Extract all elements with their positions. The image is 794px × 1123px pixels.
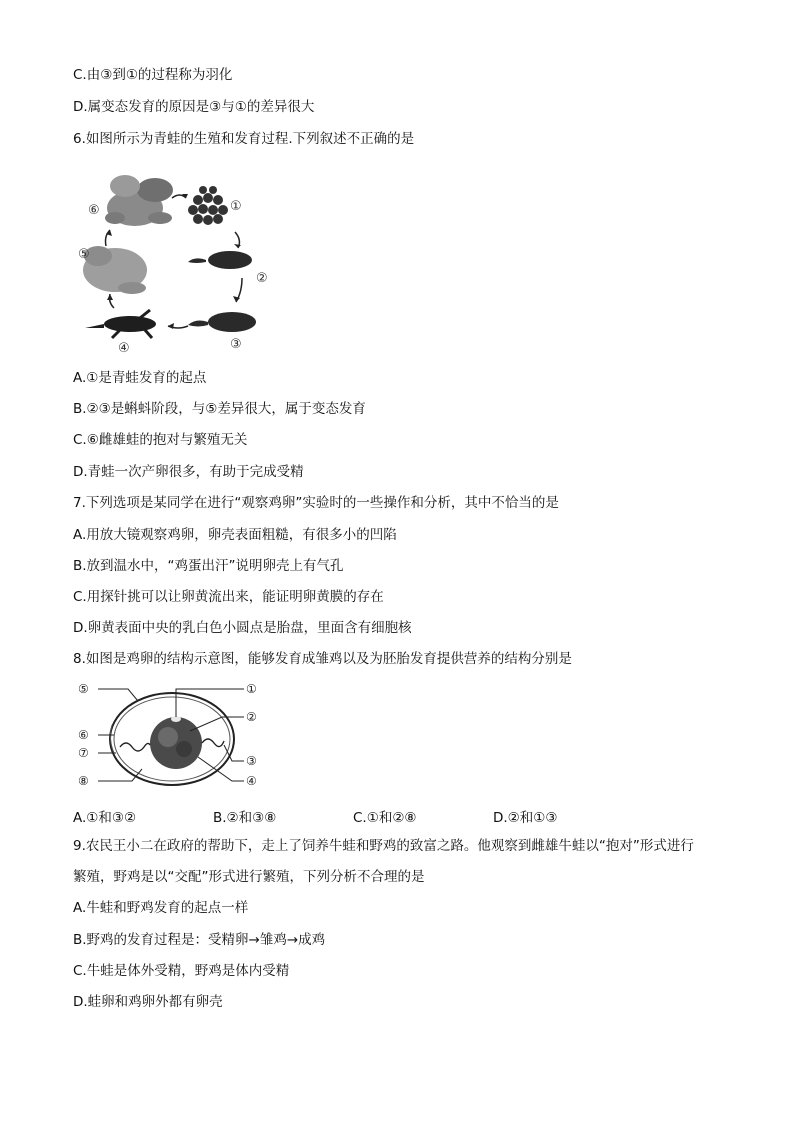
egg-structure-figure <box>72 677 272 797</box>
mating-frogs-image <box>105 175 173 226</box>
q6-option-c: C.⑥雌雄蛙的抱对与繁殖无关 <box>73 432 248 448</box>
froglet-image <box>85 310 156 338</box>
tadpole-with-legs-image <box>188 312 256 332</box>
q6-option-b: B.②③是蝌蚪阶段，与⑤差异很大，属于变态发育 <box>73 401 366 417</box>
frog-label-1: ① <box>230 199 242 214</box>
q6-option-d: D.青蛙一次产卵很多，有助于完成受精 <box>73 464 304 480</box>
tadpole-image <box>188 251 252 269</box>
q8-option-b: B.②和③⑧ <box>213 810 277 826</box>
egg-label-3: ③ <box>246 754 257 768</box>
egg-label-6: ⑥ <box>78 728 89 742</box>
frog-lifecycle-figure <box>70 160 290 360</box>
frog-eggs-image <box>188 186 228 225</box>
frog-label-3: ③ <box>230 337 242 352</box>
q8-option-a: A.①和③② <box>73 810 137 826</box>
frog-label-2: ② <box>256 271 268 286</box>
egg-label-7: ⑦ <box>78 746 89 760</box>
q8-option-c: C.①和②⑧ <box>353 810 417 826</box>
egg-label-8: ⑧ <box>78 774 89 788</box>
egg-label-1: ① <box>246 682 257 696</box>
q9-option-d: D.蛙卵和鸡卵外都有卵壳 <box>73 994 223 1010</box>
egg-label-2: ② <box>246 710 257 724</box>
q8-options <box>73 806 673 824</box>
q5-option-d: D.属变态发育的原因是③与①的差异很大 <box>73 99 315 115</box>
frog-label-5: ⑤ <box>78 247 90 262</box>
frog-label-6: ⑥ <box>88 203 100 218</box>
q7-option-a: A.用放大镜观察鸡卵，卵壳表面粗糙，有很多小的凹陷 <box>73 527 397 543</box>
question-9-line-1: 9.农民王小二在政府的帮助下，走上了饲养牛蛙和野鸡的致富之路。他观察到雌雄牛蛙以“抱对”形式进行 <box>73 838 694 854</box>
q5-option-c: C.由③到①的过程称为羽化 <box>73 67 233 83</box>
question-8: 8.如图是鸡卵的结构示意图，能够发育成雏鸡以及为胚胎发育提供营养的结构分别是 <box>73 651 572 667</box>
question-7: 7.下列选项是某同学在进行“观察鸡卵”实验时的一些操作和分析，其中不恰当的是 <box>73 495 559 511</box>
q7-option-d: D.卵黄表面中央的乳白色小圆点是胎盘，里面含有细胞核 <box>73 620 412 636</box>
q9-option-a: A.牛蛙和野鸡发育的起点一样 <box>73 900 249 916</box>
q9-option-c: C.牛蛙是体外受精，野鸡是体内受精 <box>73 963 290 979</box>
q7-option-b: B.放到温水中，“鸡蛋出汗”说明卵壳上有气孔 <box>73 558 344 574</box>
question-6: 6.如图所示为青蛙的生殖和发育过程.下列叙述不正确的是 <box>73 131 415 147</box>
q9-option-b: B.野鸡的发育过程是：受精卵→雏鸡→成鸡 <box>73 932 326 948</box>
q6-option-a: A.①是青蛙发育的起点 <box>73 370 207 386</box>
question-9-line-2: 繁殖，野鸡是以“交配”形式进行繁殖，下列分析不合理的是 <box>73 869 425 885</box>
adult-frog-image <box>83 246 147 294</box>
egg-label-5: ⑤ <box>78 682 89 696</box>
frog-label-4: ④ <box>118 341 130 356</box>
egg-label-4: ④ <box>246 774 257 788</box>
q7-option-c: C.用探针挑可以让卵黄流出来，能证明卵黄膜的存在 <box>73 589 384 605</box>
q8-option-d: D.②和①③ <box>493 810 558 826</box>
